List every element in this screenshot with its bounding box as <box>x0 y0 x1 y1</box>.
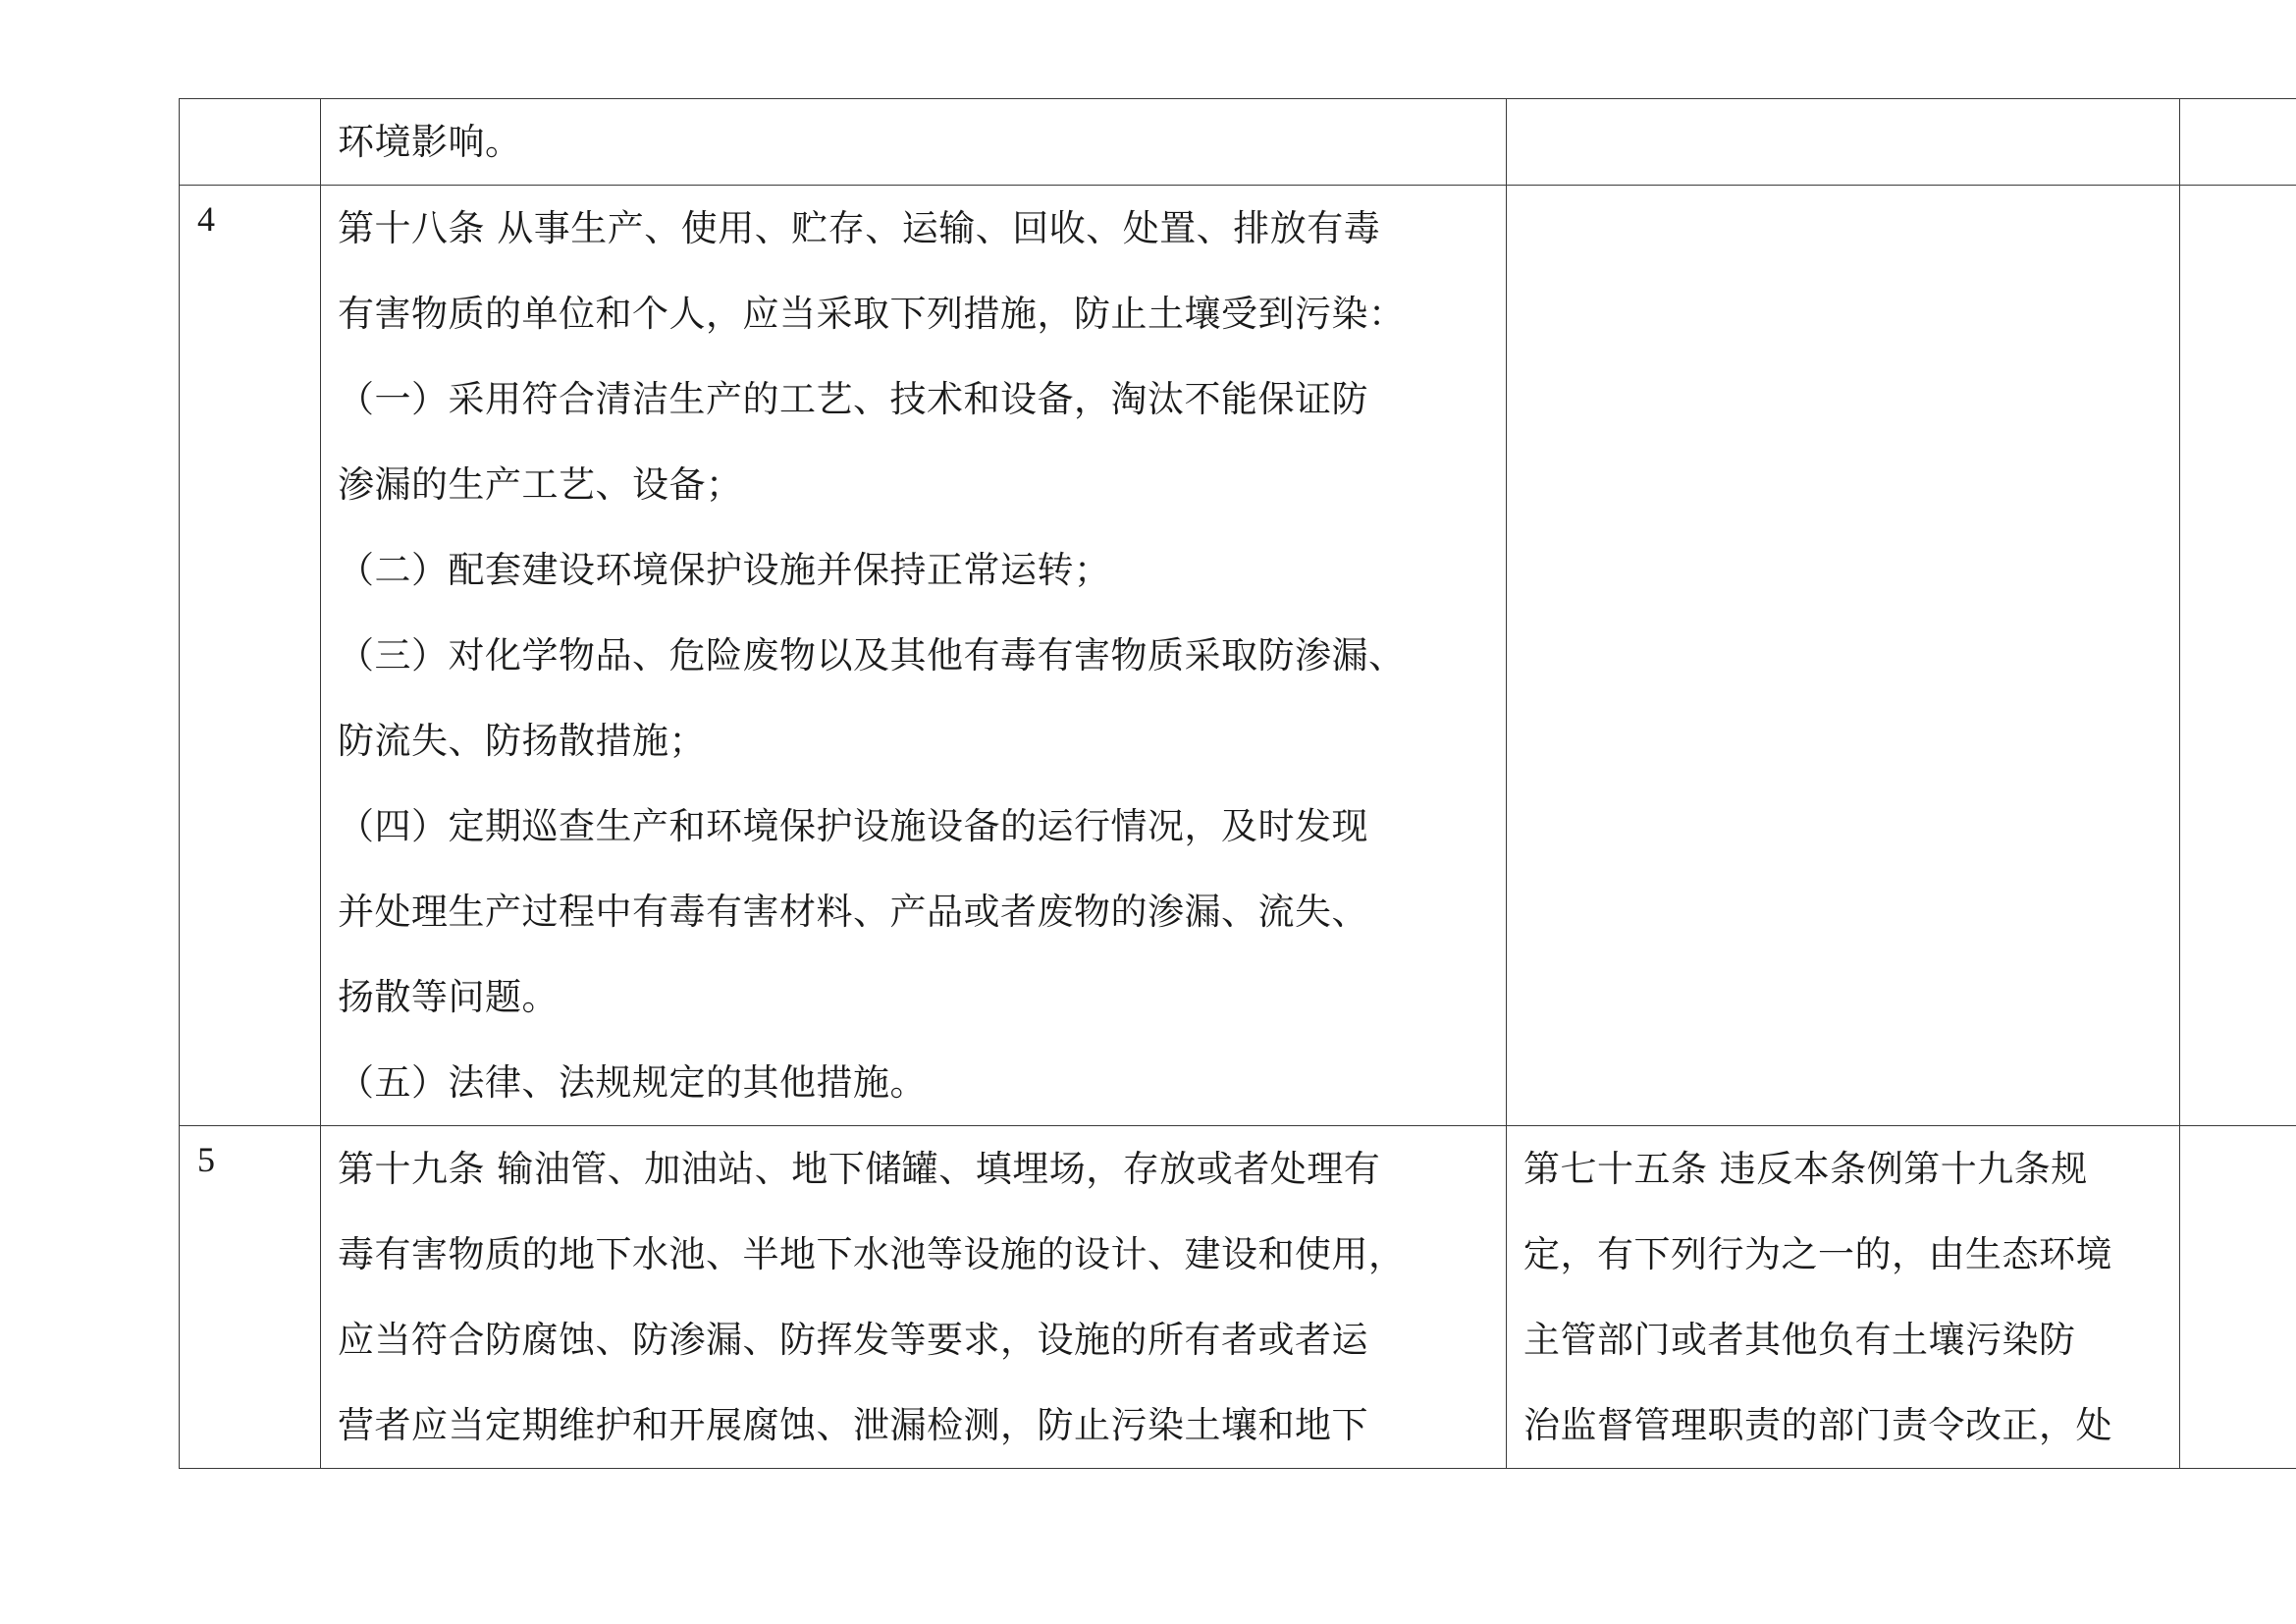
table-row <box>180 99 2296 186</box>
article-text-cell <box>321 186 1507 1126</box>
article-text <box>321 1126 1506 1468</box>
table-row <box>180 1126 2296 1469</box>
article-text <box>321 186 1506 1125</box>
text-line: 定，有下列行为之一的，由生态环境 <box>1523 1233 2112 1275</box>
text-line: 并处理生产过程中有毒有害材料、产品或者废物的渗漏、流失、 <box>338 891 1368 933</box>
text-line: （四）定期巡查生产和环境保护设施设备的运行情况，及时发现 <box>338 805 1368 847</box>
text-line: 渗漏的生产工艺、设备； <box>338 463 743 506</box>
extra-cell <box>2180 1126 2296 1469</box>
text-line: 第七十五条 违反本条例第十九条规 <box>1523 1148 2088 1190</box>
row-number: 5 <box>197 1140 215 1179</box>
text-line: （一）采用符合清洁生产的工艺、技术和设备，淘汰不能保证防 <box>338 378 1368 420</box>
row-number-cell <box>180 1126 321 1469</box>
row-number-cell <box>180 99 321 186</box>
text-line: 环境影响。 <box>338 121 522 163</box>
article-text <box>321 99 1506 185</box>
penalty-text-cell <box>1507 99 2180 186</box>
article-text-cell <box>321 99 1507 186</box>
text-line: 营者应当定期维护和开展腐蚀、泄漏检测，防止污染土壤和地下 <box>338 1404 1368 1446</box>
extra-cell <box>2180 99 2296 186</box>
penalty-text <box>1507 1126 2179 1468</box>
text-line: 扬散等问题。 <box>338 976 559 1018</box>
penalty-text-cell <box>1507 1126 2180 1469</box>
regulation-comparison-table <box>179 98 2296 1469</box>
row-number: 4 <box>197 199 215 239</box>
text-line: 防流失、防扬散措施； <box>338 720 706 762</box>
text-line: （二）配套建设环境保护设施并保持正常运转； <box>338 549 1111 591</box>
text-line: 第十九条 输油管、加油站、地下储罐、填埋场，存放或者处理有 <box>338 1148 1381 1190</box>
row-number-cell <box>180 186 321 1126</box>
text-line: 第十八条 从事生产、使用、贮存、运输、回收、处置、排放有毒 <box>338 207 1381 249</box>
article-text-cell <box>321 1126 1507 1469</box>
text-line: （五）法律、法规规定的其他措施。 <box>338 1061 927 1104</box>
text-line: 毒有害物质的地下水池、半地下水池等设施的设计、建设和使用， <box>338 1233 1406 1275</box>
text-line: （三）对化学物品、危险废物以及其他有毒有害物质采取防渗漏、 <box>338 634 1406 677</box>
text-line: 治监督管理职责的部门责令改正，处 <box>1523 1404 2112 1446</box>
penalty-text-cell <box>1507 186 2180 1126</box>
text-line: 应当符合防腐蚀、防渗漏、防挥发等要求，设施的所有者或者运 <box>338 1319 1368 1361</box>
extra-cell <box>2180 186 2296 1126</box>
text-line: 有害物质的单位和个人，应当采取下列措施，防止土壤受到污染： <box>338 293 1406 335</box>
row-number <box>180 99 320 115</box>
text-line: 主管部门或者其他负有土壤污染防 <box>1523 1319 2076 1361</box>
table-row <box>180 186 2296 1126</box>
